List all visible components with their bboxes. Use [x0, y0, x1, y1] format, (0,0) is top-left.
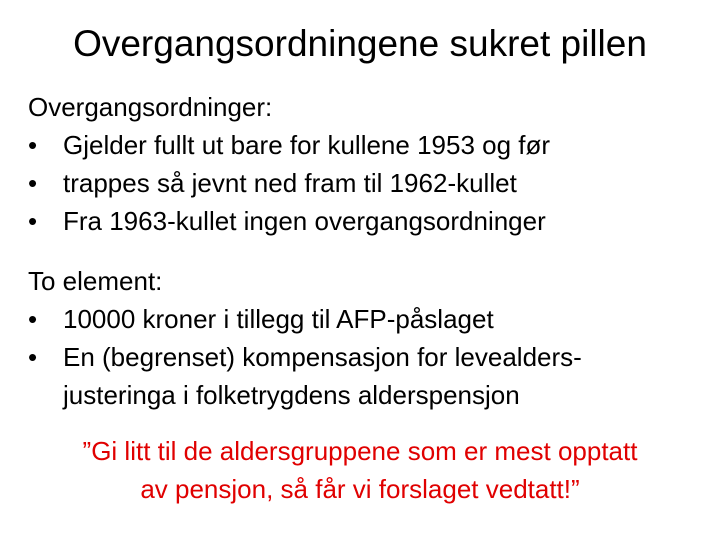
- bullet-icon: •: [28, 342, 38, 372]
- bullet-icon: •: [28, 304, 38, 334]
- bullet-text: trappes så jevnt ned fram til 1962-kullet: [63, 168, 517, 198]
- bullet-text: En (begrenset) kompensasjon for levealders-justeringa i folketrygdens alderspensjon: [63, 342, 582, 410]
- bullet-item: [28, 202, 698, 240]
- quote-line: av pensjon, så får vi forslaget vedtatt!”: [140, 474, 580, 504]
- bullet-text: 10000 kroner i tillegg til AFP-påslaget: [63, 304, 494, 334]
- section-transition-rules: [28, 88, 698, 240]
- slide-title: Overgangsordningene sukret pillen: [73, 23, 647, 64]
- bullet-item: [28, 164, 698, 202]
- red-quote: [0, 432, 720, 508]
- section-heading: To element:: [28, 266, 163, 296]
- bullet-icon: •: [28, 206, 38, 236]
- bullet-icon: •: [28, 130, 38, 160]
- section-heading: Overgangsordninger:: [28, 92, 273, 122]
- bullet-item: [28, 338, 663, 414]
- bullet-item: [28, 300, 698, 338]
- bullet-icon: •: [28, 168, 38, 198]
- bullet-text: Gjelder fullt ut bare for kullene 1953 og før: [63, 130, 551, 160]
- bullet-text: Fra 1963-kullet ingen overgangsordninger: [63, 206, 546, 236]
- quote-line: ”Gi litt til de aldersgruppene som er mest opptatt: [82, 436, 638, 466]
- section-two-elements: [28, 262, 698, 414]
- bullet-item: [28, 126, 698, 164]
